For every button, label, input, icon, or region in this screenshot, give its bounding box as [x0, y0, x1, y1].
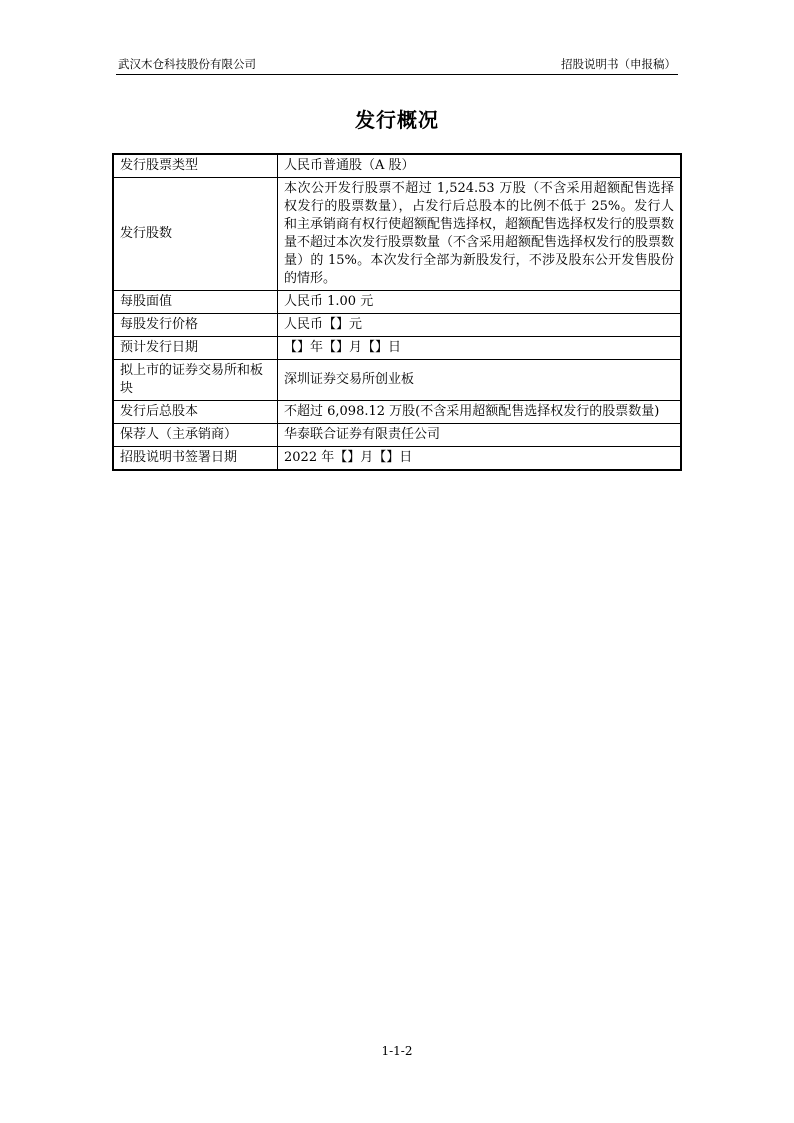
table-row: [113, 291, 681, 314]
row-label: 预计发行日期: [113, 337, 278, 360]
row-value: 华泰联合证券有限责任公司: [278, 424, 682, 447]
issuance-summary-table: [112, 153, 682, 471]
row-label: 发行股票类型: [113, 154, 278, 178]
row-label: 拟上市的证券交易所和板块: [113, 360, 278, 401]
row-value: 不超过 6,098.12 万股(不含采用超额配售选择权发行的股票数量): [278, 401, 682, 424]
row-label: 招股说明书签署日期: [113, 447, 278, 471]
page-number: 1-1-2: [381, 1044, 413, 1058]
table-row: [113, 447, 681, 471]
table-row: [113, 337, 681, 360]
row-value: 人民币【】元: [278, 314, 682, 337]
table-row: [113, 314, 681, 337]
row-label: 发行股数: [113, 178, 278, 291]
row-value: 人民币普通股（A 股）: [278, 154, 682, 178]
table-row: [113, 401, 681, 424]
header-document-name: 招股说明书（申报稿）: [561, 57, 676, 71]
header-company-name: 武汉木仓科技股份有限公司: [118, 57, 256, 71]
row-value: 深圳证券交易所创业板: [278, 360, 682, 401]
table-row: [113, 154, 681, 178]
page-title: 发行概况: [355, 108, 439, 132]
row-label: 每股面值: [113, 291, 278, 314]
row-value: 人民币 1.00 元: [278, 291, 682, 314]
row-label: 发行后总股本: [113, 401, 278, 424]
row-value: 本次公开发行股票不超过 1,524.53 万股（不含采用超额配售选择权发行的股票数量），占发行后总股本的比例不低于 25%。发行人和主承销商有权行使超额配售选择权，超额配售选择权发行的股票数量不超过本次发行股票数量（不含采用超额配售选择权发行的股票数量）的 15%。本次发行全部为新股发行，不涉及股东公开发售股份的情形。: [278, 178, 682, 291]
table-row: [113, 424, 681, 447]
table-row: [113, 360, 681, 401]
page-header: [116, 56, 678, 75]
row-value: 2022 年【】月【】日: [278, 447, 682, 471]
row-label: 保荐人（主承销商）: [113, 424, 278, 447]
row-value: 【】年【】月【】日: [278, 337, 682, 360]
row-label: 每股发行价格: [113, 314, 278, 337]
table-row: [113, 178, 681, 291]
